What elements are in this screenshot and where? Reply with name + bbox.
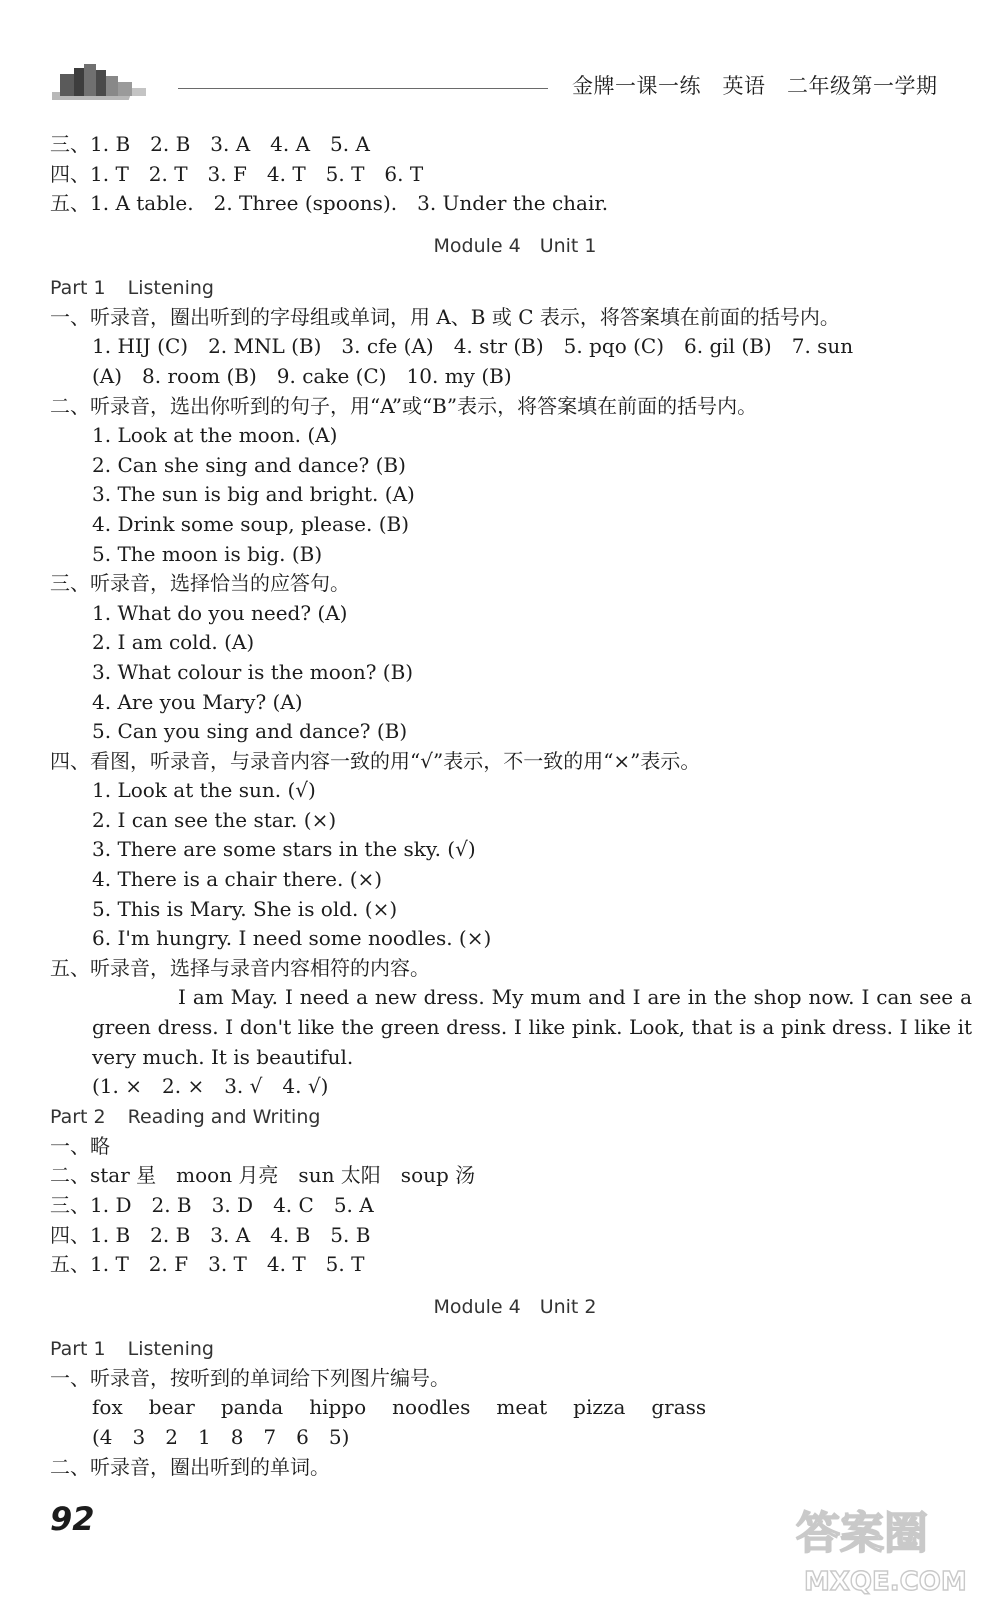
answer-item: 2. I am cold. (A)	[92, 630, 255, 655]
word: hippo	[309, 1395, 367, 1420]
section-title: 二、听录音，选出你听到的句子，用“A”或“B”表示，将答案填在前面的括号内。	[50, 393, 758, 418]
answer-item: 4. There is a chair there. (×)	[92, 867, 383, 892]
answer-line: 1. HIJ (C) 2. MNL (B) 3. cfe (A) 4. str (B) 5. pqo (C) 6. gil (B) 7. sun	[92, 334, 854, 359]
module-title: Module 4 Unit 2	[433, 1295, 597, 1318]
answer-line: (A) 8. room (B) 9. cake (C) 10. my (B)	[92, 363, 512, 388]
prev-answer-line: 三、1. B 2. B 3. A 4. A 5. A	[50, 132, 370, 156]
section-title: 一、听录音，按听到的单词给下列图片编号。	[50, 1365, 450, 1390]
watermark-logo	[790, 1490, 980, 1600]
word: grass	[651, 1395, 707, 1420]
page-number: 92	[50, 1500, 95, 1538]
module-title: Module 4 Unit 1	[433, 234, 597, 257]
answer-line: 四、1. B 2. B 3. A 4. B 5. B	[50, 1222, 371, 1247]
section-title: 三、听录音，选择恰当的应答句。	[50, 571, 350, 596]
word: pizza	[573, 1395, 626, 1420]
answer-line: (1. × 2. × 3. √ 4. √)	[92, 1074, 329, 1099]
answer-line: 五、1. T 2. F 3. T 4. T 5. T	[50, 1252, 365, 1277]
answer-item: 3. There are some stars in the sky. (√)	[92, 837, 476, 862]
word: meat	[496, 1395, 548, 1420]
answer-item: 1. Look at the sun. (√)	[92, 778, 316, 803]
section-title: 二、听录音，圈出听到的单词。	[50, 1454, 330, 1479]
page-header	[0, 0, 996, 120]
prev-answer-line: 四、1. T 2. T 3. F 4. T 5. T 6. T	[50, 161, 424, 186]
books-logo-icon	[52, 58, 152, 106]
listening-passage: I am May. I need a new dress. My mum and I are in the shop now. I can see a green dress. I don't like the green dress. I like pink. Look, that is a pink dress. I like it very much. It is beautiful.	[92, 985, 972, 1069]
part-name: Listening	[127, 1337, 214, 1360]
answer-item: 1. Look at the moon. (A)	[92, 423, 338, 448]
header-title: 金牌一课一练 英语 二年级第一学期	[572, 74, 938, 98]
prev-answer-line: 五、1. A table. 2. Three (spoons). 3. Under the chair.	[50, 191, 609, 216]
section-title: 一、听录音，圈出听到的字母组或单词，用 A、B 或 C 表示，将答案填在前面的括号内。	[50, 304, 840, 329]
watermark-text: 答案圈	[796, 1508, 928, 1559]
part-label: Part 2	[50, 1105, 106, 1128]
watermark-url: MXQE.COM	[804, 1567, 967, 1597]
section-title: 四、看图，听录音，与录音内容一致的用“√”表示，不一致的用“×”表示。	[50, 748, 701, 773]
answer-item: 3. The sun is big and bright. (A)	[92, 482, 415, 507]
part-heading	[50, 1102, 980, 1132]
answer-line: (4 3 2 1 8 7 6 5)	[92, 1424, 350, 1449]
header-rule	[178, 88, 548, 89]
part-heading	[50, 273, 980, 303]
answer-item: 2. I can see the star. (×)	[92, 807, 337, 832]
part-label: Part 1	[50, 1337, 106, 1360]
answer-item: 4. Are you Mary? (A)	[92, 689, 303, 714]
word-list	[50, 1393, 980, 1423]
word: fox	[92, 1395, 123, 1420]
answer-item: 1. What do you need? (A)	[92, 600, 348, 625]
section-title: 五、听录音，选择与录音内容相符的内容。	[50, 955, 430, 980]
answer-line: 三、1. D 2. B 3. D 4. C 5. A	[50, 1193, 374, 1217]
part-heading	[50, 1334, 980, 1364]
word: bear	[148, 1395, 195, 1420]
part-label: Part 1	[50, 276, 106, 299]
word: panda	[220, 1395, 284, 1420]
answer-item: 5. Can you sing and dance? (B)	[92, 719, 408, 744]
answer-line: 二、star 星 moon 月亮 sun 太阳 soup 汤	[50, 1163, 476, 1188]
answer-content	[50, 130, 980, 1482]
answer-item: 5. The moon is big. (B)	[92, 541, 323, 566]
answer-item: 2. Can she sing and dance? (B)	[92, 452, 406, 477]
word: noodles	[392, 1395, 471, 1420]
answer-item: 6. I'm hungry. I need some noodles. (×)	[92, 926, 492, 951]
answer-item: 5. This is Mary. She is old. (×)	[92, 896, 398, 921]
answer-line: 一、略	[50, 1133, 110, 1158]
answer-item: 3. What colour is the moon? (B)	[92, 659, 414, 684]
answer-item: 4. Drink some soup, please. (B)	[92, 511, 410, 536]
part-name: Reading and Writing	[127, 1105, 321, 1128]
part-name: Listening	[127, 276, 214, 299]
